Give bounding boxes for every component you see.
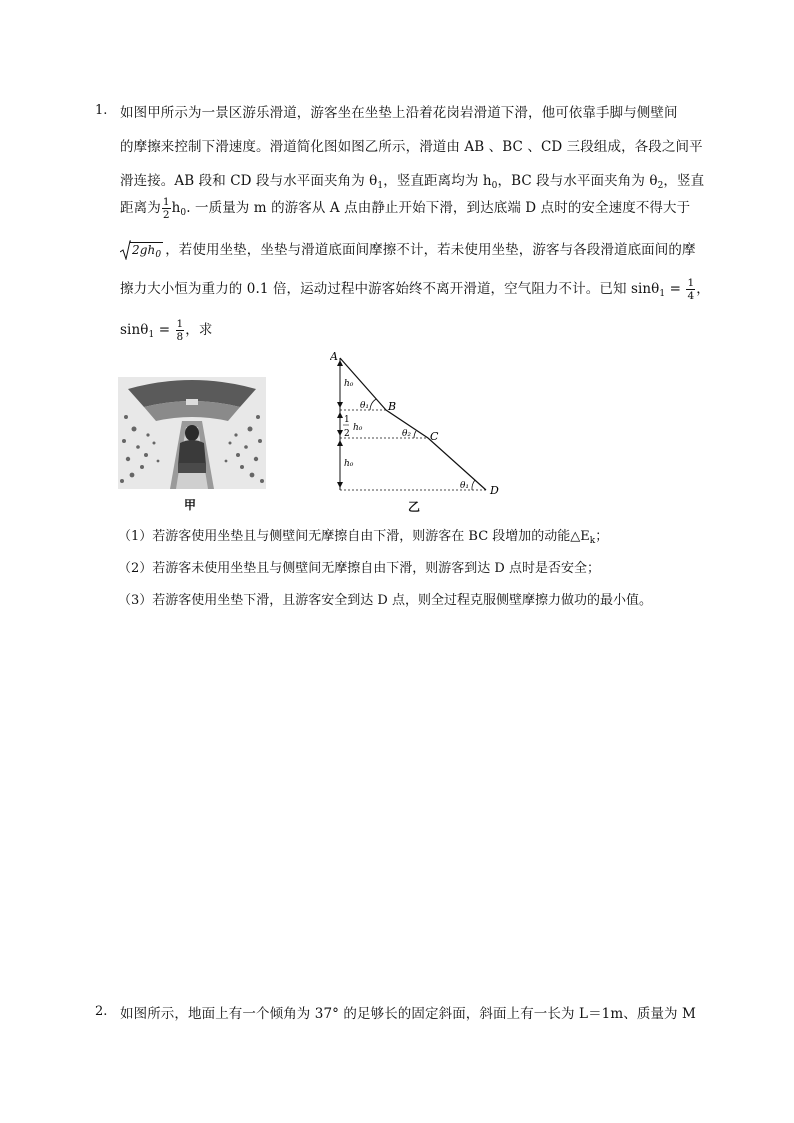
question-2-number: 2. — [95, 1004, 108, 1019]
frac-denominator: 8 — [176, 331, 184, 343]
frac-numerator: 1 — [162, 196, 170, 208]
q1-line-3 — [120, 169, 704, 189]
q1-line-1: 如图甲所示为一景区游乐滑道，游客坐在坐垫上沿着花岗岩滑道下滑，他可依靠手脚与侧壁间 — [120, 105, 678, 121]
angle-arc-theta1 — [370, 399, 376, 410]
frac-numerator: 1 — [687, 277, 695, 289]
point-b-label: B — [388, 400, 397, 413]
fraction-one-quarter — [686, 277, 695, 302]
q1-l3-text-b: ，竖直距离均为 h — [383, 173, 492, 189]
theta1-bottom-label: θ₁ — [460, 481, 470, 491]
angle-arc-theta1-bottom — [472, 480, 475, 490]
fraction-one-half — [162, 196, 171, 221]
theta1-label: θ₁ — [360, 401, 370, 411]
theta2-label: θ₂ — [402, 429, 412, 439]
two-label: 2 — [344, 429, 350, 439]
q1-l3-text-c: ，BC 段与水平面夹角为 θ — [497, 173, 658, 189]
sub-question-1-end: ； — [595, 529, 609, 544]
q1-l3-sub-2: 0 — [491, 181, 498, 191]
q1-line-2: 的摩擦来控制下滑速度。滑道简化图如图乙所示，滑道由 AB 、BC 、CD 三段组成，各段之间平 — [120, 139, 703, 155]
figure-jia-photo — [118, 377, 266, 489]
sub-question-1-text: （1）若游客使用坐垫且与侧壁间无摩擦自由下滑，则游客在 BC 段增加的动能△E — [118, 529, 590, 544]
sqrt-radical-icon — [120, 240, 131, 260]
sqrt-expression — [120, 242, 163, 258]
figure-jia-caption: 甲 — [184, 498, 197, 512]
q1-l4-text-a: 距离为 — [120, 200, 161, 216]
q2-line-1: 如图所示，地面上有一个倾角为 37° 的足够长的固定斜面，斜面上有一长为 L＝1m、质量为 M — [120, 1006, 696, 1022]
sub-question-1-sub: k — [589, 536, 596, 546]
figure-yi-caption: 乙 — [408, 500, 421, 514]
q1-l3-sub-3: 2 — [657, 181, 664, 191]
q1-l3-text-d: ，竖直 — [663, 173, 705, 189]
q1-line-7 — [120, 318, 212, 343]
h0-label-bottom: h₀ — [344, 459, 354, 469]
frac-denominator: 4 — [687, 290, 695, 302]
q1-l7-text-a: sinθ — [120, 322, 149, 338]
sub-question-2: （2）若游客未使用坐垫且与侧壁间无摩擦自由下滑，则游客到达 D 点时是否安全； — [118, 561, 600, 576]
sqrt-radicand: 2gh — [132, 243, 156, 257]
q1-line-6 — [120, 277, 710, 302]
q1-line-4 — [120, 196, 690, 221]
question-1-number: 1. — [95, 103, 108, 118]
q1-l3-text-a: 滑连接。AB 段和 CD 段与水平面夹角为 θ — [120, 173, 378, 189]
angle-arc-theta2 — [414, 431, 416, 438]
q1-l4-sub: 0 — [180, 208, 187, 218]
frac-denominator: 2 — [162, 209, 170, 221]
slide-photo-image — [118, 377, 266, 489]
sub-question-1 — [118, 525, 608, 544]
q1-l3-sub-1: 1 — [377, 181, 384, 191]
point-c-label: C — [430, 430, 439, 443]
q1-l6-text-a: 擦力大小恒为重力的 0.1 倍，运动过程中游客始终不离开滑道，空气阻力不计。已知 sinθ — [120, 281, 660, 297]
sub-question-3: （3）若游客使用坐垫下滑，且游客安全到达 D 点，则全过程克服侧壁摩擦力做功的最小值。 — [118, 593, 652, 608]
point-a-label: A — [330, 350, 338, 363]
h0-label-top: h₀ — [344, 379, 354, 389]
point-d-label: D — [490, 484, 499, 496]
figure-yi-diagram — [330, 348, 510, 496]
sqrt-radicand-sub: 0 — [155, 250, 162, 260]
q1-l6-sub: 1 — [659, 289, 666, 299]
q1-l6-text-b: = — [665, 281, 686, 297]
q1-l4-text-c: . 一质量为 m 的游客从 A 点由静止开始下滑，到达底端 D 点时的安全速度不得大于 — [186, 200, 691, 216]
q1-l4-text-b: h — [171, 200, 181, 216]
q1-l7-text-c: ，求 — [185, 322, 213, 338]
q1-line-5 — [120, 238, 696, 258]
q1-l5-text-a: ，若使用坐垫，坐垫与滑道底面间摩擦不计，若未使用坐垫，游客与各段滑道底面间的摩 — [165, 242, 696, 258]
q1-l7-sub: 1 — [148, 330, 155, 340]
fraction-one-eighth — [176, 318, 185, 343]
one-label: 1 — [344, 415, 350, 425]
q1-l7-text-b: = — [154, 322, 175, 338]
q1-l6-text-c: ， — [696, 281, 710, 297]
h0-label-middle: h₀ — [353, 423, 363, 433]
frac-numerator: 1 — [176, 318, 184, 330]
